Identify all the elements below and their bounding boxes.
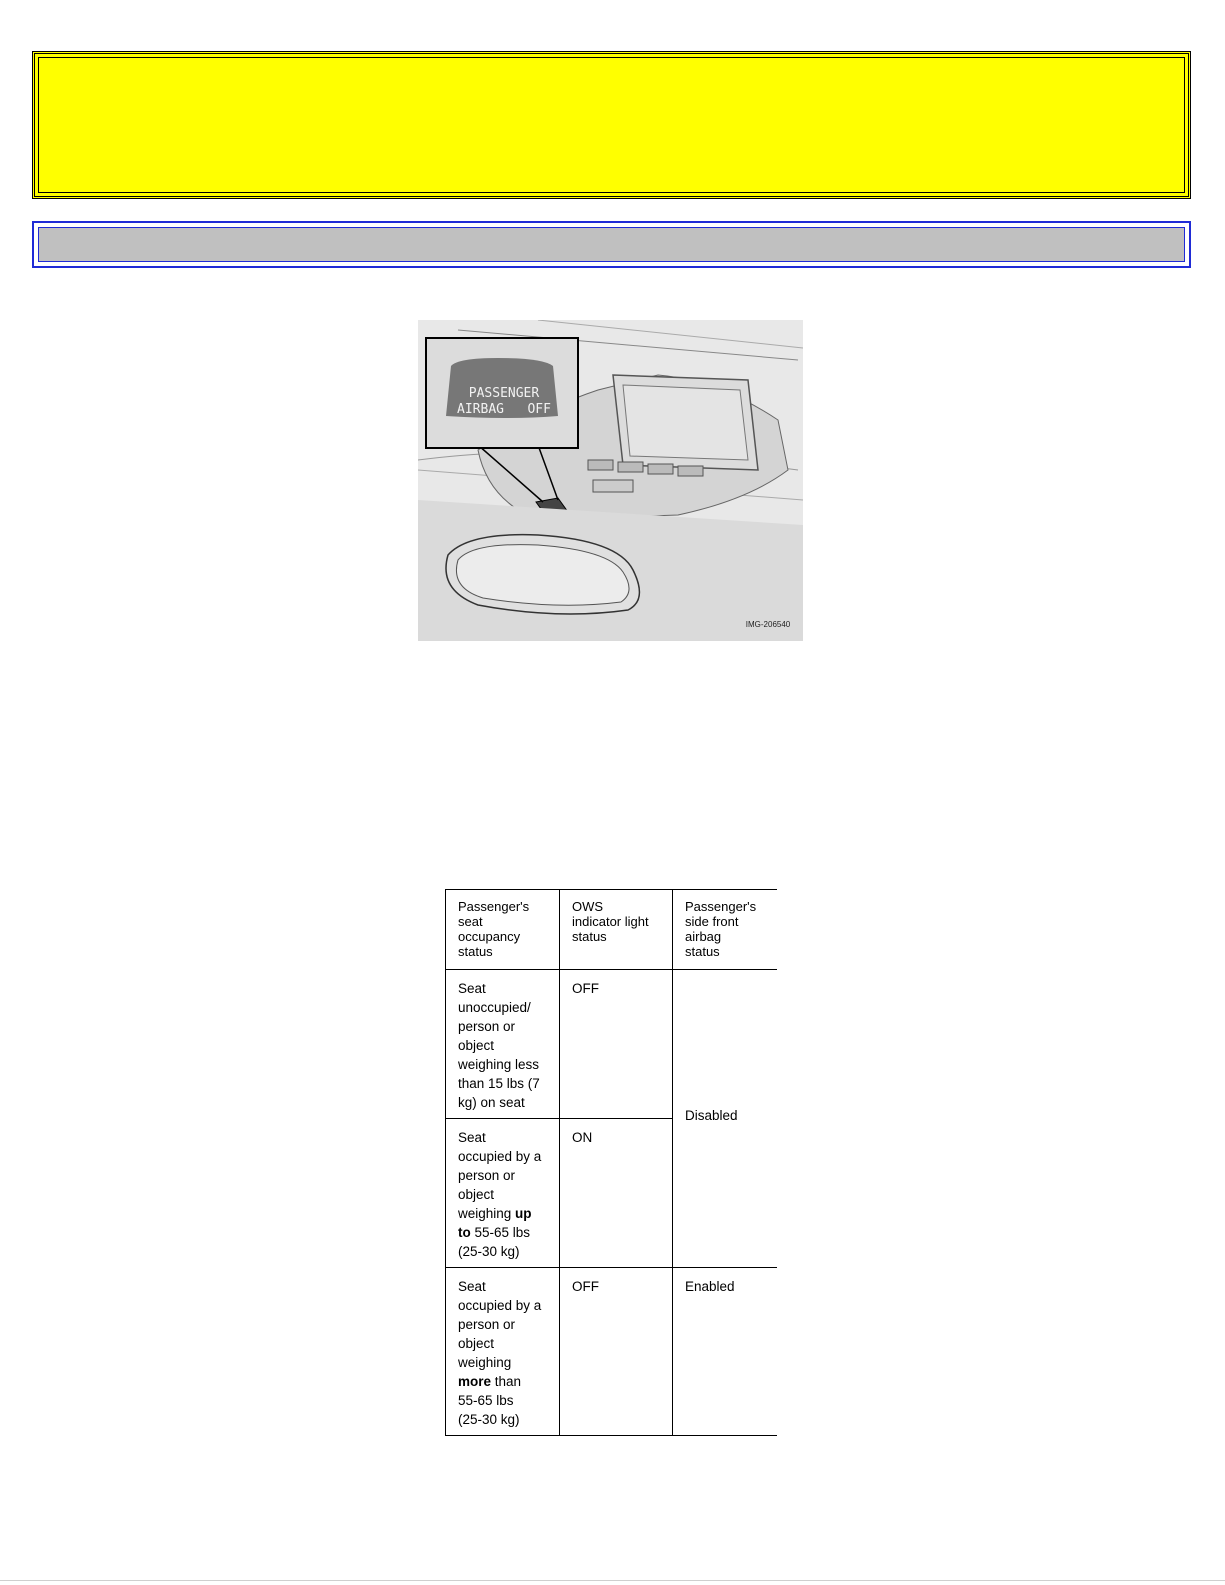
- airbag-cell: Enabled: [673, 1268, 777, 1436]
- occupancy-cell: Seat unoccupied/ person or object weighing less than 15 lbs (7 kg) on seat: [446, 970, 560, 1119]
- indicator-cell: OFF: [560, 970, 673, 1119]
- display-text-line2: AIRBAG OFF: [457, 402, 551, 417]
- occupancy-cell: Seat occupied by a person or object weighing more than 55-65 lbs (25-30 kg): [446, 1268, 560, 1436]
- occupancy-cell: Seat occupied by a person or object weighing up to 55-65 lbs (25-30 kg): [446, 1119, 560, 1268]
- table-row: [446, 1268, 777, 1436]
- overhead-console-illustration: [418, 320, 803, 641]
- header-indicator: OWS indicator light status: [560, 890, 673, 970]
- indicator-cell: ON: [560, 1119, 673, 1268]
- header-occupancy: Passenger's seat occupancy status: [446, 890, 560, 970]
- airbag-cell: Disabled: [673, 970, 777, 1268]
- header-banner: [32, 51, 1191, 199]
- header-airbag: Passenger's side front airbag status: [673, 890, 777, 970]
- section-bar: [32, 221, 1191, 268]
- ows-status-table: [445, 889, 777, 1436]
- table-row: [446, 970, 777, 1119]
- image-code: IMG-206540: [745, 620, 791, 629]
- indicator-cell: OFF: [560, 1268, 673, 1436]
- display-text-line1: PASSENGER: [468, 386, 540, 401]
- page-bottom-rule: [0, 1580, 1225, 1581]
